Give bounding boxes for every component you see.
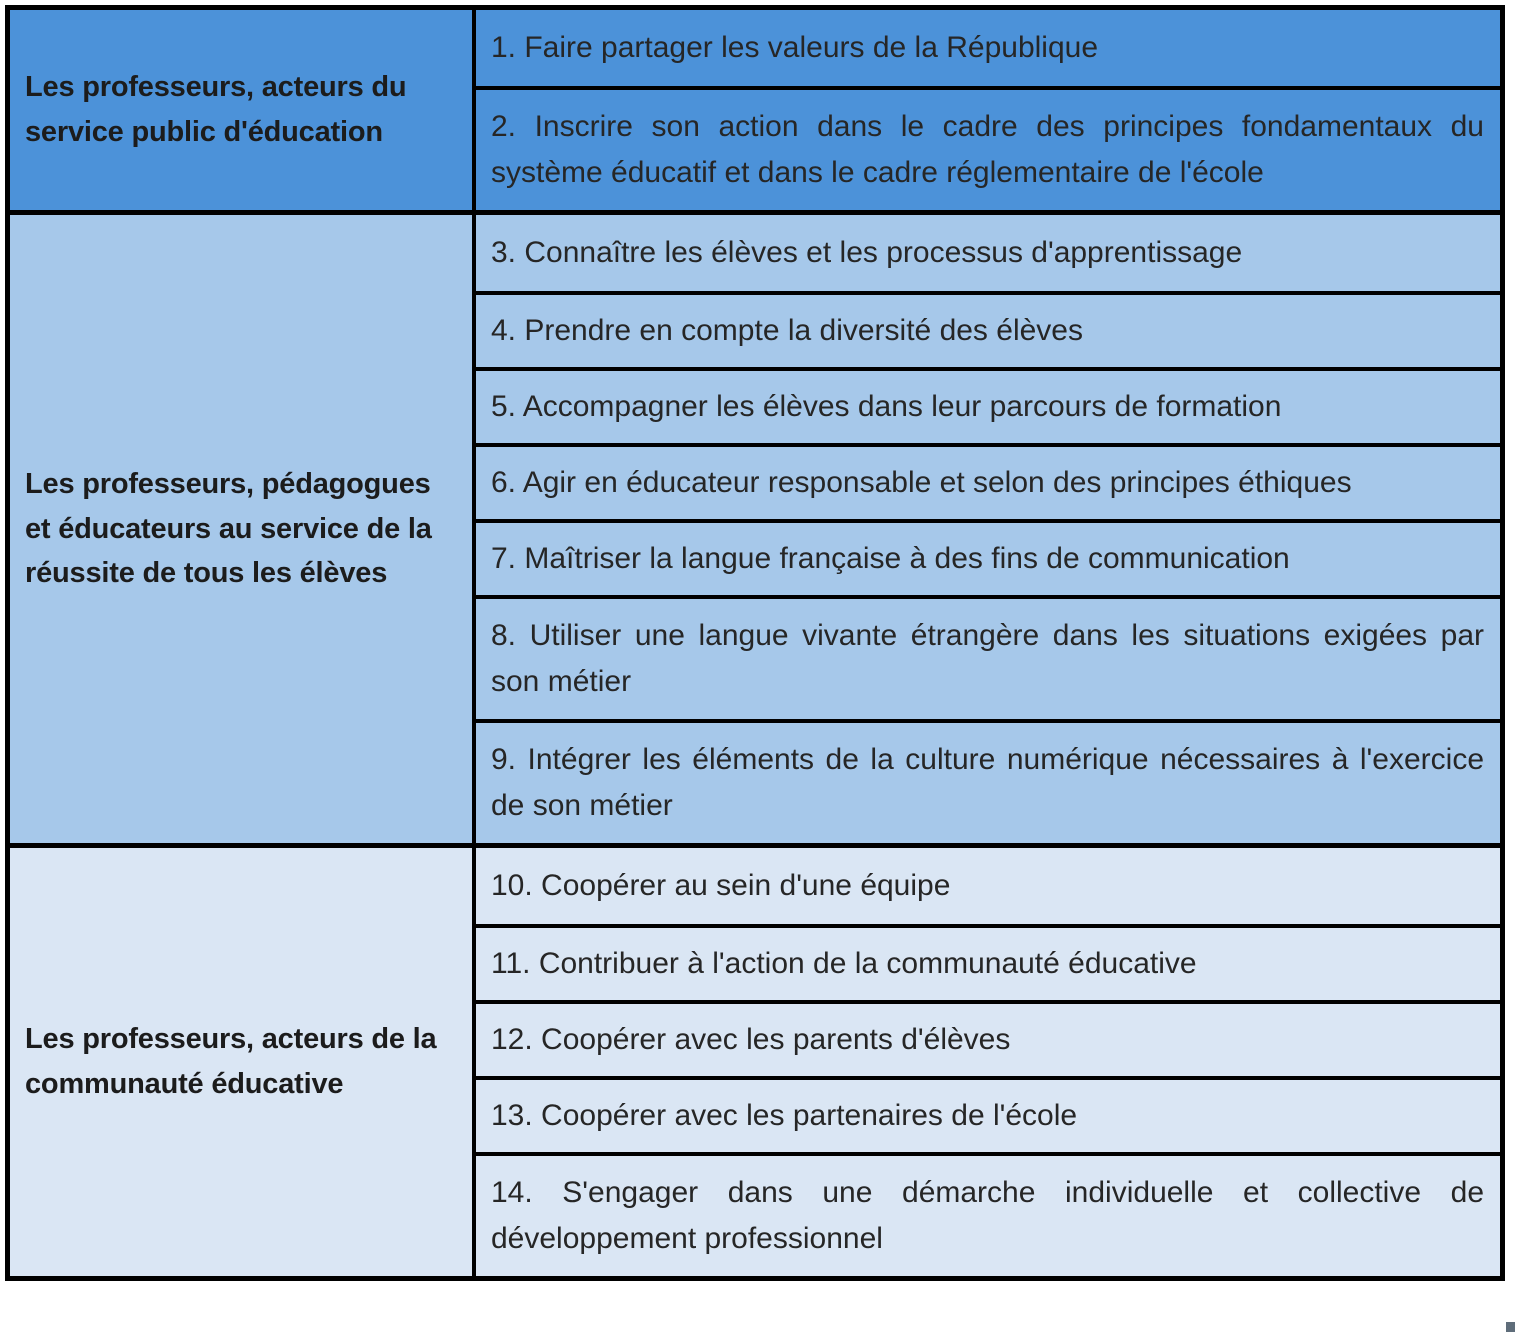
competency-text: 7. Maîtriser la langue française à des fins de communication xyxy=(491,541,1290,575)
group-items xyxy=(476,10,1500,210)
table-row xyxy=(476,848,1500,924)
competency-text: 14. S'engager dans une démarche individuelle et collective de développement professionnel xyxy=(491,1175,1484,1255)
group-header-text: Les professeurs, acteurs du service public d'éducation xyxy=(25,71,407,148)
group-items xyxy=(476,215,1500,843)
table-row xyxy=(476,215,1500,291)
table-row xyxy=(476,924,1500,1000)
group-header-text: Les professeurs, pédagogues et éducateurs au service de la réussite de tous les élèves xyxy=(25,467,432,590)
competency-text: 11. Contribuer à l'action de la communauté éducative xyxy=(491,946,1197,980)
group-header-cell xyxy=(10,848,476,1276)
competency-text: 12. Coopérer avec les parents d'élèves xyxy=(491,1022,1011,1056)
table-row-group xyxy=(10,843,1500,1276)
table-row-group xyxy=(10,10,1500,210)
competency-text: 5. Accompagner les élèves dans leur parcours de formation xyxy=(491,389,1282,423)
competency-text: 8. Utiliser une langue vivante étrangère dans les situations exigées par son métier xyxy=(491,618,1484,698)
group-header-text: Les professeurs, acteurs de la communauté éducative xyxy=(25,1023,437,1100)
competency-text: 9. Intégrer les éléments de la culture numérique nécessaires à l'exercice de son métier xyxy=(491,742,1484,822)
competency-text: 3. Connaître les élèves et les processus d'apprentissage xyxy=(491,235,1243,269)
table-row xyxy=(476,86,1500,210)
table-row xyxy=(476,595,1500,719)
group-header-cell xyxy=(10,215,476,843)
table-row xyxy=(476,367,1500,443)
competency-text: 10. Coopérer au sein d'une équipe xyxy=(491,868,951,902)
competency-text: 13. Coopérer avec les partenaires de l'école xyxy=(491,1098,1078,1132)
competency-text: 2. Inscrire son action dans le cadre des principes fondamentaux du système éducatif et dans le cadre réglementaire de l'école xyxy=(491,109,1484,189)
competency-text: 1. Faire partager les valeurs de la République xyxy=(491,30,1099,64)
table-row xyxy=(476,1000,1500,1076)
table-groups xyxy=(10,10,1500,1276)
group-items xyxy=(476,848,1500,1276)
competency-text: 6. Agir en éducateur responsable et selon des principes éthiques xyxy=(491,465,1352,499)
table-row xyxy=(476,519,1500,595)
competency-text: 4. Prendre en compte la diversité des élèves xyxy=(491,313,1083,347)
competency-table xyxy=(5,5,1505,1281)
corner-resize-handle-artifact xyxy=(1506,1322,1515,1332)
table-row xyxy=(476,1076,1500,1152)
table-row xyxy=(476,1152,1500,1276)
table-row xyxy=(476,443,1500,519)
table-row-group xyxy=(10,210,1500,843)
table-row xyxy=(476,291,1500,367)
table-row xyxy=(476,10,1500,86)
table-row xyxy=(476,719,1500,843)
group-header-cell xyxy=(10,10,476,210)
